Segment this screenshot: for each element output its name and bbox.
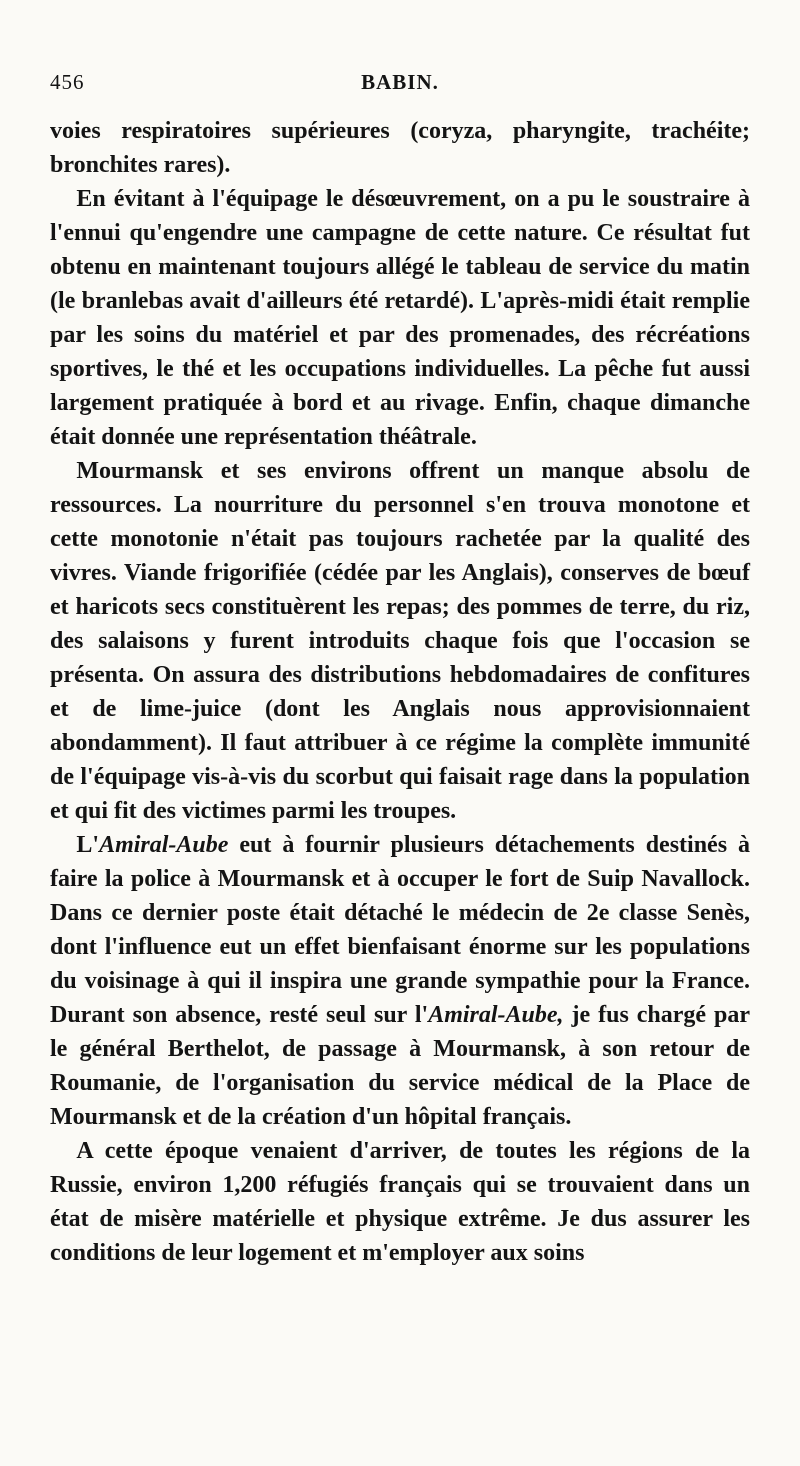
paragraph-4-text-a: eut à fournir plusieurs détachements destinés à faire la police à Mourmansk et à occuper le fort de Suip Navallock. Dans ce dernier poste était détaché le médecin de 2e classe Senès, dont l'influence eut un effet bienfaisant énorme sur les populations du voisinage à qui il inspira une grande sympathie pour la France. Durant son absence, resté seul sur l' (50, 832, 750, 1028)
ship-name-2: Amiral-Aube, (428, 1002, 564, 1028)
paragraph-4-article: L' (76, 832, 100, 858)
page-header (50, 70, 750, 100)
paragraph-3: Mourmansk et ses environs offrent un manque absolu de ressources. La nourriture du personnel s'en trouva monotone et cette monotonie n'était pas toujours rachetée par la qualité des vivres. Viande frigorifiée (cédée par les Anglais), conserves de bœuf et haricots secs constituèrent les repas; des pommes de terre, du riz, des salaisons y furent introduits chaque fois que l'occasion se présenta. On assura des distributions hebdomadaires de confitures et de lime-juice (dont les Anglais nous approvisionnaient abondamment). Il faut attribuer à ce régime la complète immunité de l'équipage vis-à-vis du scorbut qui faisait rage dans la population et qui fit des victimes parmi les troupes. (50, 458, 750, 824)
paragraph-5: A cette époque venaient d'arriver, de toutes les régions de la Russie, environ 1,200 réfugiés français qui se trouvaient dans un état de misère matérielle et physique extrême. Je dus assurer les conditions de leur logement et m'employer aux soins (50, 1138, 750, 1266)
paragraph-2: En évitant à l'équipage le désœuvrement, on a pu le soustraire à l'ennui qu'engendre une campagne de cette nature. Ce résultat fut obtenu en maintenant toujours allégé le tableau de service du matin (le branlebas avait d'ailleurs été retardé). L'après-midi était remplie par les soins du matériel et par des promenades, des récréations sportives, le thé et les occupations individuelles. La pêche fut aussi largement pratiquée à bord et au rivage. Enfin, chaque dimanche était donnée une représentation théâtrale. (50, 186, 750, 450)
page-number: 456 (50, 70, 85, 94)
paragraph-4 (50, 828, 750, 1134)
paragraph-4-text-b: je fus chargé par le général Berthelot, de passage à Mourmansk, à son retour de Roumanie, de l'organisation du service médical de la Place de Mourmansk et de la création d'un hôpital français. (50, 1002, 750, 1130)
body-text (50, 114, 750, 1270)
running-title: BABIN. (361, 70, 439, 94)
paragraph-1: voies respiratoires supérieures (coryza, pharyngite, trachéite; bronchites rares). (50, 118, 750, 178)
ship-name: Amiral-Aube (99, 832, 229, 858)
